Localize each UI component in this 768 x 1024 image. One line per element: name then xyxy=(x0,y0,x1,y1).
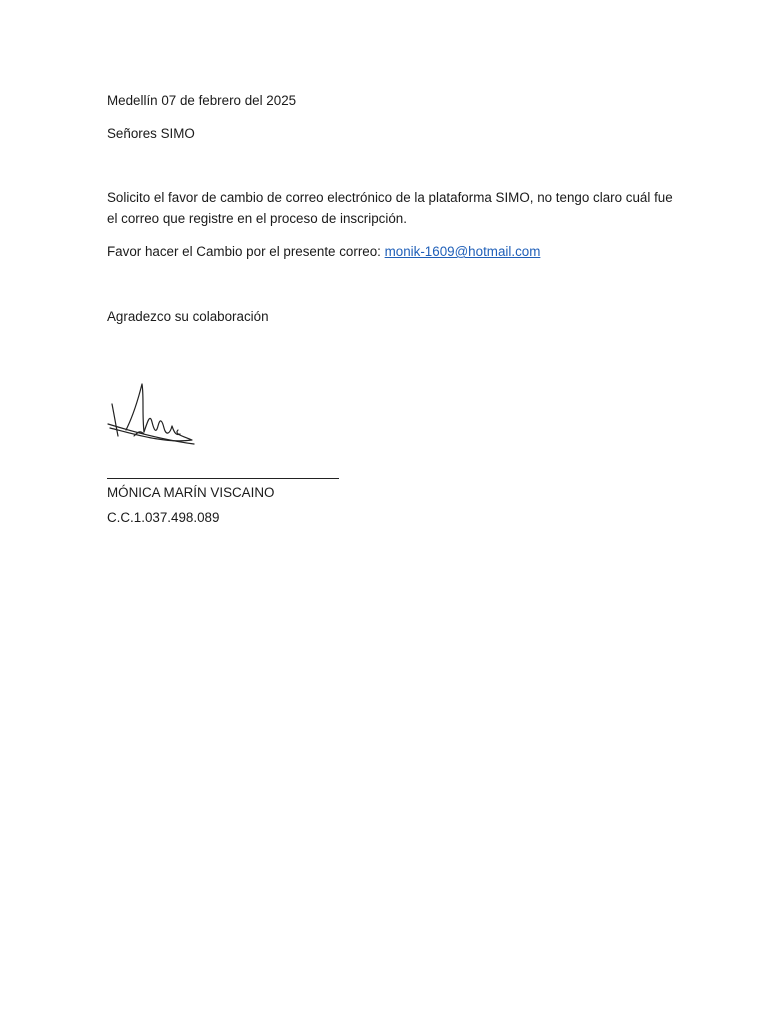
signer-id: C.C.1.037.498.089 xyxy=(107,510,220,525)
request-line xyxy=(107,241,540,262)
request-prefix: Favor hacer el Cambio por el presente correo: xyxy=(107,244,385,259)
closing: Agradezco su colaboración xyxy=(107,309,269,324)
signer-name: MÓNICA MARÍN VISCAINO xyxy=(107,485,275,500)
body-paragraph: Solicito el favor de cambio de correo electrónico de la plataforma SIMO, no tengo claro cuál fue el correo que registre en el proceso de inscripción. xyxy=(107,190,673,226)
signature-line xyxy=(107,478,339,479)
addressee: Señores SIMO xyxy=(107,126,195,141)
place-date: Medellín 07 de febrero del 2025 xyxy=(107,93,297,108)
handwritten-signature xyxy=(104,374,200,454)
email-link[interactable]: monik-1609@hotmail.com xyxy=(384,244,541,259)
